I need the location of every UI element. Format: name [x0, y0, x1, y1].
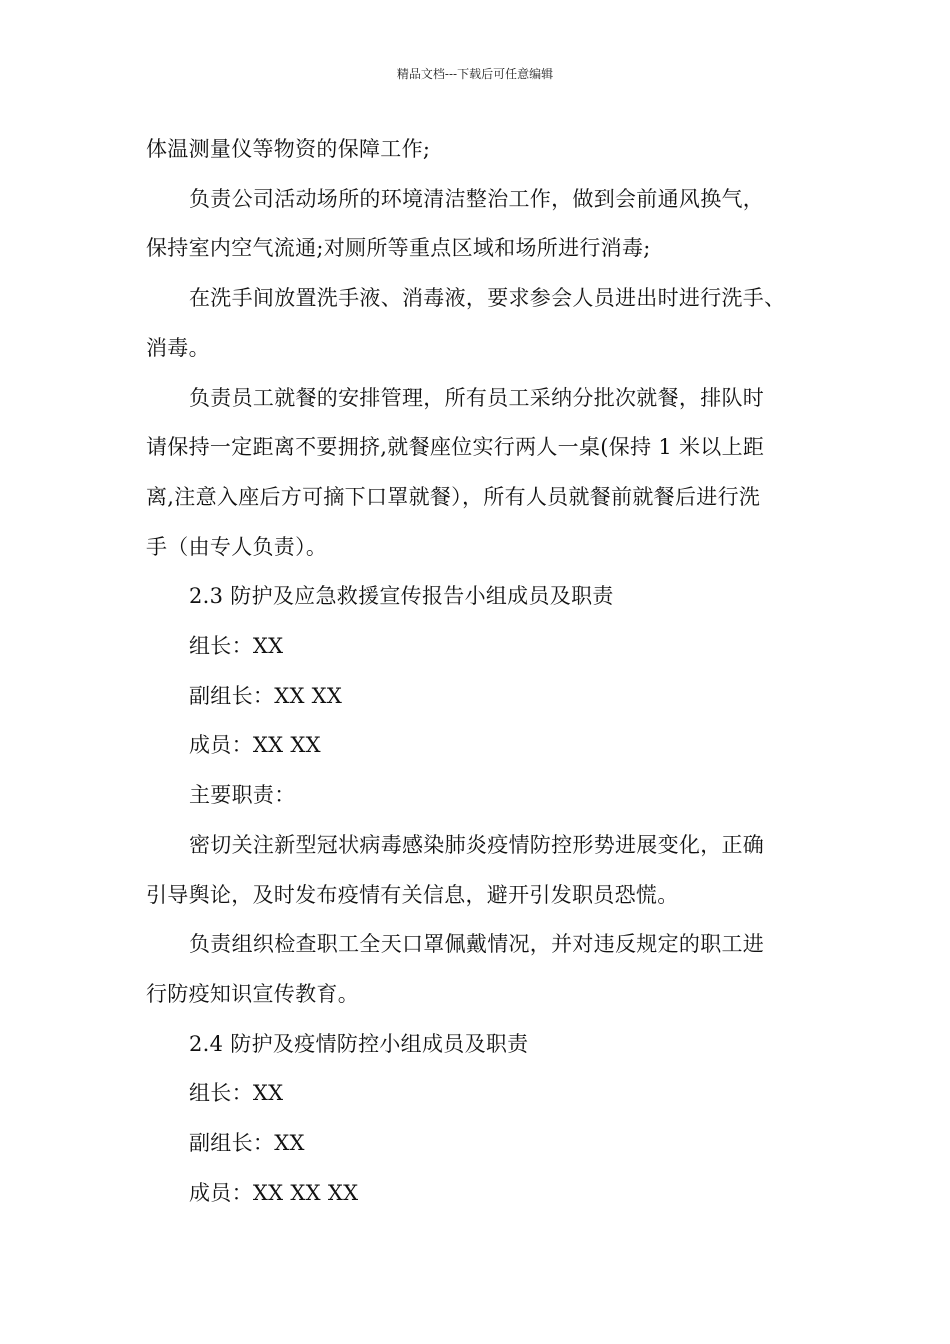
document-body [146, 125, 816, 1218]
body-line: 体温测量仪等物资的保障工作; [146, 137, 431, 161]
section-heading: 2.4 防护及疫情防控小组成员及职责 [189, 1031, 529, 1056]
body-line: 组长：XX [189, 1081, 284, 1106]
body-line: 负责员工就餐的安排管理，所有员工采纳分批次就餐，排队时 [189, 385, 765, 410]
body-line: 成员：XX XX [189, 733, 321, 758]
page-header: 精品文档---下载后可任意编辑 [396, 67, 554, 81]
body-line: 副组长：XX [189, 1131, 305, 1156]
body-line: 保持室内空气流通;对厕所等重点区域和场所进行消毒; [146, 236, 651, 261]
body-line: 负责公司活动场所的环境清洁整治工作，做到会前通风换气， [189, 186, 765, 211]
body-line: 副组长：XX XX [189, 683, 343, 708]
body-line: 密切关注新型冠状病毒感染肺炎疫情防控形势进展变化，正确 [189, 832, 765, 857]
body-line: 手（由专人负责）。 [146, 534, 328, 559]
body-line: 消毒。 [146, 335, 210, 360]
body-line: 引导舆论，及时发布疫情有关信息，避开引发职员恐慌。 [146, 882, 679, 907]
body-line: 成员：XX XX XX [189, 1180, 359, 1205]
body-line: 在洗手间放置洗手液、消毒液，要求参会人员进出时进行洗手、 [189, 286, 786, 311]
body-line: 请保持一定距离不要拥挤,就餐座位实行两人一桌(保持 1 米以上距 [146, 435, 765, 460]
body-line: 离,注意入座后方可摘下口罩就餐），所有人员就餐前就餐后进行洗 [146, 484, 761, 509]
body-line: 主要职责： [189, 783, 296, 808]
body-line: 行防疫知识宣传教育。 [146, 981, 359, 1006]
body-line: 负责组织检查职工全天口罩佩戴情况，并对违反规定的职工进 [189, 932, 765, 957]
section-heading: 2.3 防护及应急救援宣传报告小组成员及职责 [189, 584, 614, 609]
body-line: 组长：XX [189, 634, 284, 659]
